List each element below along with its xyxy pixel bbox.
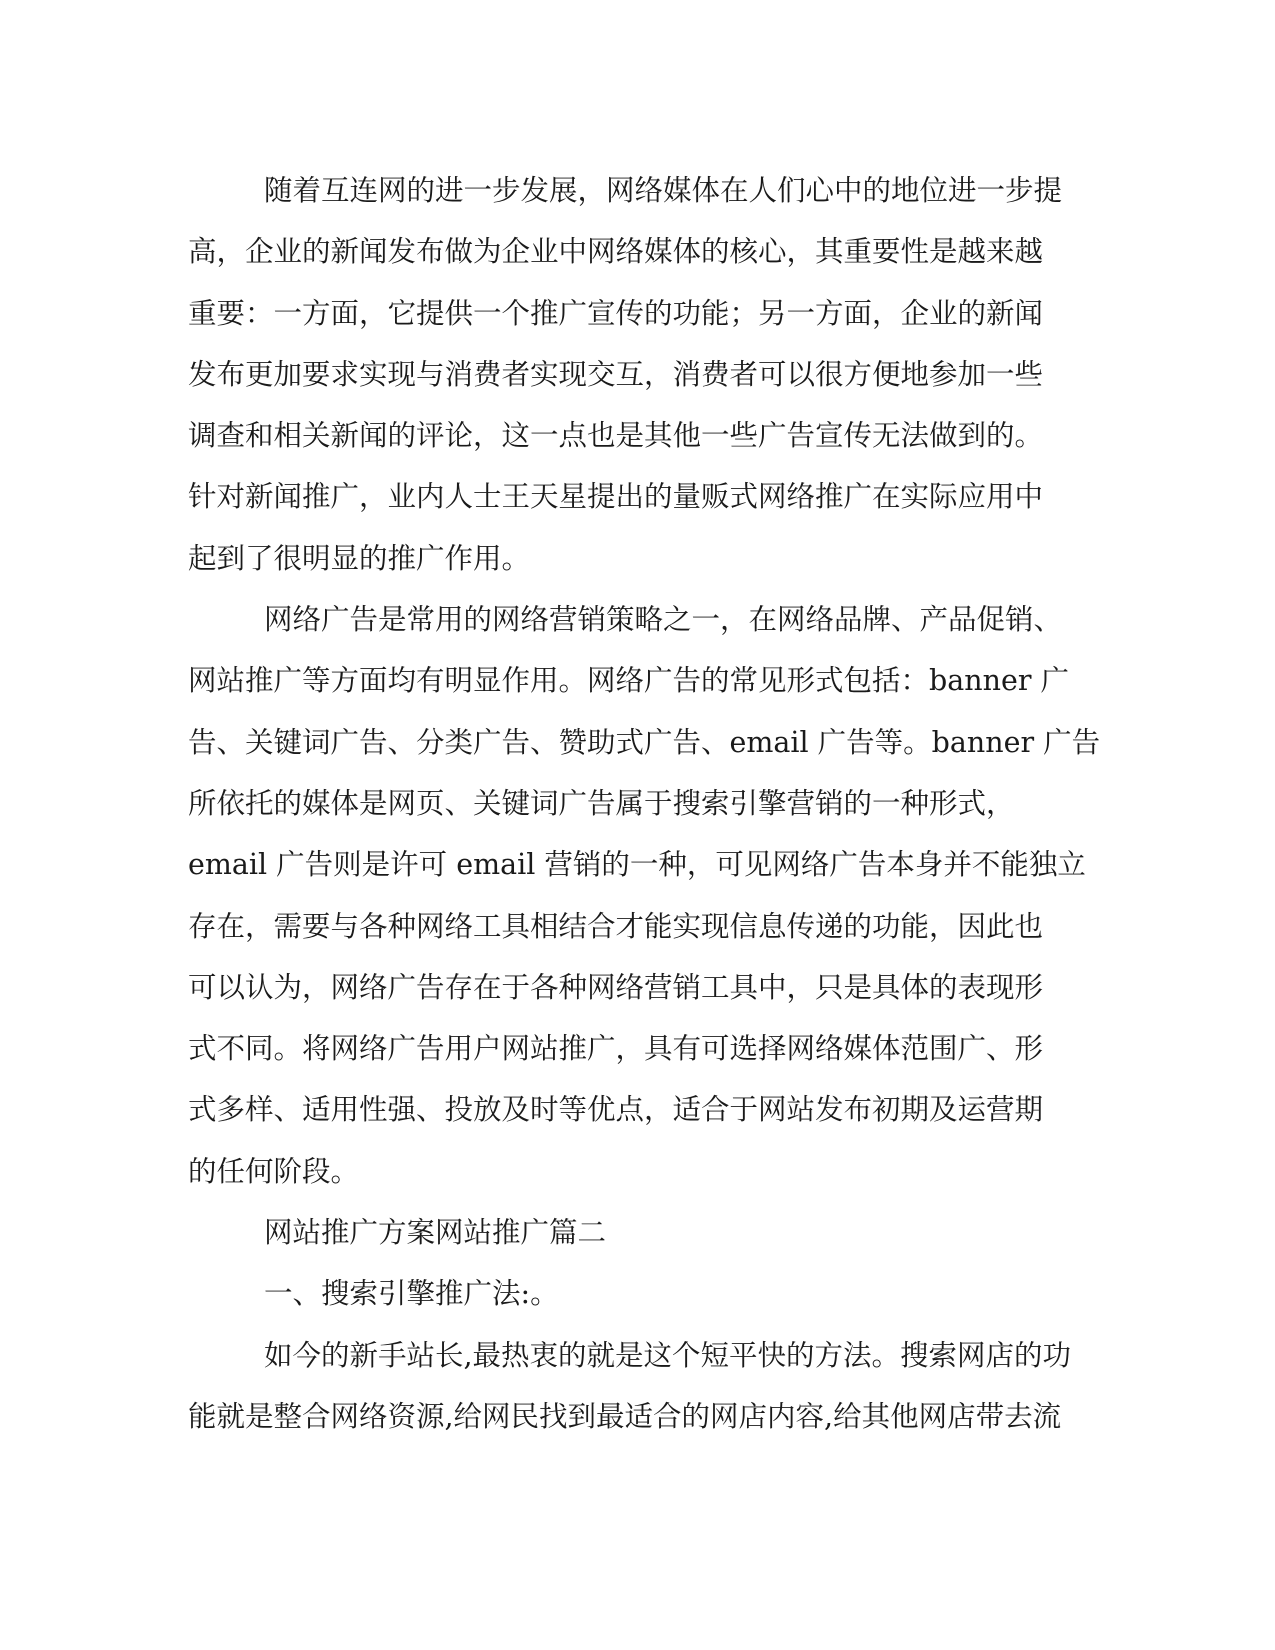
text-line: 网络广告是常用的网络营销策略之一，在网络品牌、产品促销、	[264, 603, 1063, 637]
text-line: 针对新闻推广，业内人士王天星提出的量贩式网络推广在实际应用中	[188, 480, 1044, 514]
text-line: 存在，需要与各种网络工具相结合才能实现信息传递的功能，因此也	[188, 909, 1044, 943]
text-line: 的任何阶段。	[188, 1154, 360, 1188]
text-line: email 广告则是许可 email 营销的一种，可见网络广告本身并不能独立	[188, 848, 1086, 882]
section-heading: 网站推广方案网站推广篇二	[264, 1216, 607, 1250]
text-line: 起到了很明显的推广作用。	[188, 541, 531, 575]
text-line: 如今的新手站长,最热衷的就是这个短平快的方法。搜索网店的功	[264, 1338, 1072, 1372]
text-line: 重要：一方面，它提供一个推广宣传的功能；另一方面，企业的新闻	[188, 296, 1044, 330]
subsection-heading: 一、搜索引擎推广法:。	[264, 1277, 559, 1311]
text-line: 网站推广等方面均有明显作用。网络广告的常见形式包括：banner 广	[188, 664, 1069, 698]
document-body	[188, 160, 1101, 1447]
text-line: 随着互连网的进一步发展，网络媒体在人们心中的地位进一步提	[264, 174, 1063, 207]
text-line: 所依托的媒体是网页、关键词广告属于搜索引擎营销的一种形式，	[188, 786, 1015, 820]
text-line: 高，企业的新闻发布做为企业中网络媒体的核心，其重要性是越来越	[188, 235, 1044, 269]
text-line: 发布更加要求实现与消费者实现交互，消费者可以很方便地参加一些	[188, 357, 1044, 391]
text-line: 告、关键词广告、分类广告、赞助式广告、email 广告等。banner 广告	[188, 725, 1101, 759]
text-line: 可以认为，网络广告存在于各种网络营销工具中，只是具体的表现形	[188, 970, 1044, 1004]
text-line: 能就是整合网络资源,给网民找到最适合的网店内容,给其他网店带去流	[188, 1399, 1062, 1433]
text-line: 式不同。将网络广告用户网站推广，具有可选择网络媒体范围广、形	[188, 1032, 1044, 1066]
text-line: 调查和相关新闻的评论，这一点也是其他一些广告宣传无法做到的。	[188, 419, 1044, 453]
text-line: 式多样、适用性强、投放及时等优点，适合于网站发布初期及运营期	[188, 1093, 1044, 1127]
